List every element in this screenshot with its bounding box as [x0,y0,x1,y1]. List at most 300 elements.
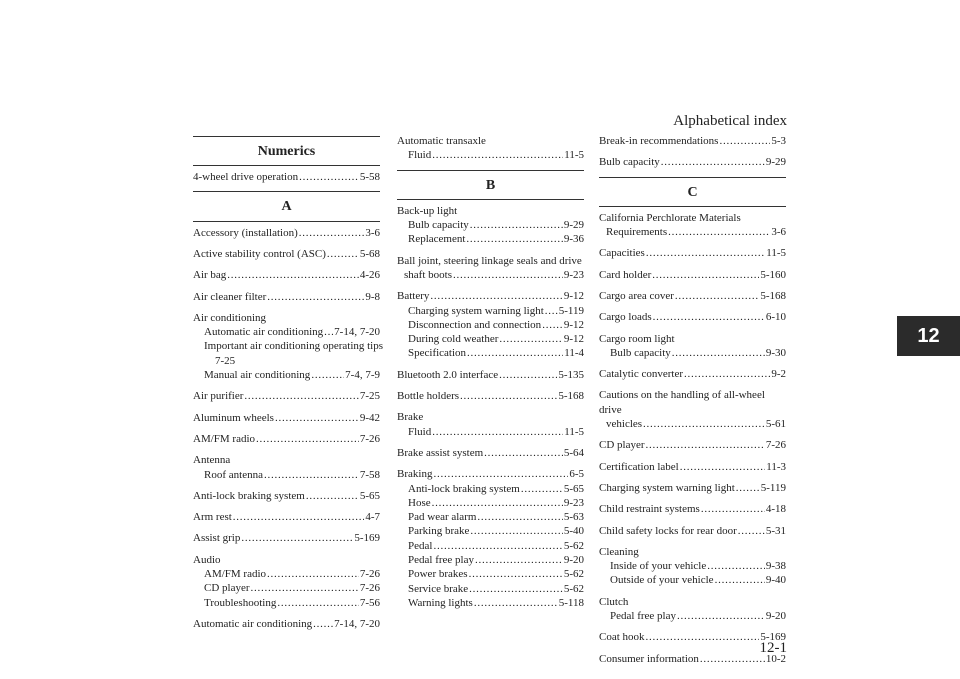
index-line [599,652,786,666]
dot-leader [306,489,359,503]
index-line [193,290,380,304]
dot-leader [499,368,557,382]
index-term: Specification [408,347,467,360]
dot-leader [646,246,765,260]
dot-leader [646,438,765,452]
dot-leader [432,148,563,162]
index-term: Accessory (installation) [193,226,298,239]
page-ref[interactable]: 5-135 [558,368,584,381]
index-line [397,368,584,382]
index-term: Consumer information [599,652,699,665]
index-line [599,609,786,623]
page-ref[interactable]: 5-62 [563,539,584,552]
index-line [599,268,786,282]
index-entry [599,211,786,240]
index-entry [193,268,380,282]
index-line [397,496,584,510]
index-line [599,417,786,431]
index-term: Brake [397,411,424,424]
index-term: Bluetooth 2.0 interface [397,368,499,381]
index-term: Service brake [408,582,469,595]
index-entry [599,289,786,303]
index-line [397,467,584,481]
page-ref[interactable]: 3-6 [365,226,380,239]
index-entry [599,460,786,474]
index-entry [193,411,380,425]
page-ref[interactable]: 9-20 [765,610,786,623]
index-line [193,567,380,581]
index-line [397,346,584,360]
index-line [599,595,786,609]
dot-leader [484,446,563,460]
page-header-title: Alphabetical index [673,113,787,129]
index-entry [599,438,786,452]
page-ref[interactable]: 7-58 [359,468,380,481]
page-ref[interactable]: 9-30 [765,346,786,359]
dot-leader [672,346,765,360]
index-term: Antenna [193,454,231,467]
index-line [193,389,380,403]
page-ref[interactable]: 9-38 [765,560,786,573]
index-entry [193,290,380,304]
dot-leader [469,567,563,581]
page-ref[interactable]: 5-63 [563,511,584,524]
index-term: Power brakes [408,568,468,581]
index-line [193,468,380,482]
index-term: Disconnection and connection [408,318,542,331]
index-line [397,510,584,524]
dot-leader [256,432,359,446]
page-ref[interactable]: 5-40 [563,525,584,538]
page-ref[interactable]: 11-5 [564,149,584,162]
page-ref[interactable]: 11-4 [564,347,584,360]
dot-leader [267,567,359,581]
index-line [397,148,584,162]
page-ref[interactable]: 5-119 [760,481,786,494]
index-term: Air cleaner filter [193,290,267,303]
dot-leader [499,332,562,346]
page-ref[interactable]: 9-20 [563,554,584,567]
dot-leader [668,225,770,239]
dot-leader [661,155,765,169]
index-line [599,155,786,169]
section-heading: C [599,177,786,207]
index-term: Battery [397,290,430,303]
index-entry [193,553,380,610]
index-term: Manual air conditioning [204,369,311,382]
index-term: Active stability control (ASC) [193,247,326,260]
dot-leader [646,630,760,644]
index-line [397,582,584,596]
index-term: Pedal free play [408,554,474,567]
index-term: Air conditioning [193,311,267,324]
dot-leader [275,411,359,425]
dot-leader [680,460,766,474]
index-term: Bulb capacity [599,156,660,169]
dot-leader [469,582,563,596]
page-ref[interactable]: 9-2 [771,368,786,381]
index-term: Braking [397,468,433,481]
index-term: Automatic air conditioning [193,617,313,630]
dot-leader [677,609,765,623]
index-line [397,232,584,246]
page-ref[interactable]: 4-26 [359,269,380,282]
index-line [599,134,786,148]
index-term: Anti-lock braking system [193,489,305,502]
index-term: AM/FM radio [204,568,267,581]
page-ref[interactable]: 7-4, 7-9 [345,369,380,382]
dot-leader [715,573,765,587]
index-entry [599,545,786,588]
page-ref[interactable]: 7-26 [359,432,380,445]
index-term: Air bag [193,269,227,282]
index-term: Cautions on the handling of all-wheel drive [599,389,765,416]
page-ref[interactable]: 5-58 [359,171,380,184]
index-entry [599,268,786,282]
page-ref[interactable]: 7-56 [359,596,380,609]
page-ref[interactable]: 5-68 [359,247,380,260]
index-entry [599,524,786,538]
index-term: 4-wheel drive operation [193,171,299,184]
page-ref[interactable]: 10-2 [765,652,786,665]
dot-leader [327,247,359,261]
index-line [397,218,584,232]
page-ref[interactable]: 5-119 [558,304,584,317]
page-ref[interactable]: 3-6 [771,226,786,239]
index-entry [193,389,380,403]
index-term: Assist grip [193,532,241,545]
page-ref[interactable]: 5-168 [558,390,584,403]
index-line [397,204,584,218]
dot-leader [313,617,333,631]
dot-leader [264,468,359,482]
index-line [397,389,584,403]
page-ref[interactable]: 5-65 [359,489,380,502]
dot-leader [233,510,365,524]
index-term: Troubleshooting [204,596,277,609]
page-ref[interactable]: 5-64 [563,446,584,459]
section-heading: B [397,170,584,200]
chapter-tab[interactable]: 12 [897,316,960,356]
dot-leader [460,389,557,403]
page-ref[interactable]: 11-5 [564,425,584,438]
index-entry [599,367,786,381]
index-term: Parking brake [408,525,470,538]
dot-leader [433,539,562,553]
index-entry [599,630,786,644]
dot-leader [477,510,562,524]
page-ref[interactable]: 5-3 [771,135,786,147]
page-ref[interactable]: 9-29 [765,156,786,169]
index-term: Outside of your vehicle [610,574,714,587]
section-heading: A [193,191,380,221]
dot-leader [707,559,765,573]
index-term: CD player [204,582,250,595]
dot-leader [267,290,364,304]
index-entry [599,481,786,495]
index-term: Catalytic converter [599,368,683,381]
dot-leader [430,289,562,303]
index-term: shaft boots [404,268,452,281]
index-term: California Perchlorate Materials [599,211,741,224]
index-line [193,617,380,631]
index-entry [193,432,380,446]
page-ref[interactable]: 9-12 [563,290,584,303]
index-entry [397,368,584,382]
dot-leader [652,268,759,282]
index-term: Pedal [408,539,433,552]
dot-leader [227,268,359,282]
index-line [193,339,384,353]
index-term: Break-in recommendations [599,135,719,147]
page-ref[interactable]: 5-62 [563,568,584,581]
index-entry [397,254,584,283]
index-line [193,531,380,545]
index-term: Brake assist system [397,446,484,459]
index-line [397,425,584,439]
index-entry [599,595,786,624]
index-line [599,438,786,452]
index-page-continuation[interactable]: 7-25 [215,354,236,367]
page-ref[interactable]: 5-169 [760,631,786,644]
index-term: Fluid [408,149,432,162]
index-line [193,453,380,467]
page-ref[interactable]: 6-5 [569,468,584,481]
index-line [599,310,786,324]
index-term: Inside of your vehicle [610,560,707,573]
index-entry [193,247,380,261]
page-ref[interactable]: 7-14, 7-20 [334,326,380,339]
page-ref[interactable]: 5-169 [354,532,380,545]
index-term: Cargo area cover [599,289,674,302]
dot-leader [738,524,765,538]
dot-leader [432,496,563,510]
page-ref[interactable]: 5-118 [558,596,584,609]
dot-leader [433,467,568,481]
index-line [397,332,584,346]
index-line [397,524,584,538]
index-term: Replacement [408,233,466,246]
index-line [397,553,584,567]
index-line [397,446,584,460]
index-line [193,247,380,261]
index-line [193,581,380,595]
index-line [599,502,786,516]
index-term: Air purifier [193,390,244,403]
index-line [599,246,786,260]
index-column-1 [193,134,384,638]
page-ref[interactable]: 9-8 [365,290,380,303]
dot-leader [474,596,558,610]
dot-leader [432,425,563,439]
index-term: Automatic transaxle [397,135,486,147]
index-term: Automatic air conditioning [204,326,324,339]
index-term: Charging system warning light [599,481,735,494]
index-entry [193,226,380,240]
dot-leader [453,268,563,282]
index-line [397,567,584,581]
page-ref[interactable]: 5-62 [563,582,584,595]
page-ref[interactable]: 11-3 [766,460,786,473]
index-line [397,134,584,148]
index-line [599,573,786,587]
index-line [193,170,380,184]
index-line [599,524,786,538]
index-term: Arm rest [193,511,232,524]
page-ref[interactable]: 9-42 [359,411,380,424]
index-line [193,553,380,567]
index-entry [599,155,786,169]
dot-leader [241,531,353,545]
index-term: During cold weather [408,333,499,346]
index-entry [599,652,786,666]
index-term: Cleaning [599,545,639,558]
index-line [599,630,786,644]
index-term: Requirements [606,226,668,239]
dot-leader [299,226,365,240]
index-entry [599,332,786,361]
index-entry [193,489,380,503]
page-ref[interactable]: 7-14, 7-20 [334,617,380,630]
index-line [397,539,584,553]
dot-leader [475,553,563,567]
page-ref[interactable]: 7-26 [359,582,380,595]
index-line [599,225,786,239]
index-line [397,410,584,424]
index-entry [397,134,584,163]
dot-leader [700,652,765,666]
index-line [397,482,584,496]
index-term: Bottle holders [397,390,460,403]
index-column-3 [599,134,786,673]
index-entry [397,289,584,360]
index-entry [599,310,786,324]
index-line [193,510,380,524]
index-term: Back-up light [397,204,458,217]
index-entry [397,389,584,403]
dot-leader [251,581,359,595]
index-term: Card holder [599,268,652,281]
page-ref[interactable]: 7-26 [359,568,380,581]
dot-leader [684,367,770,381]
dot-leader [653,310,765,324]
page-ref[interactable]: 5-160 [760,268,786,281]
index-entry [193,531,380,545]
index-term: Cargo room light [599,332,675,345]
index-term: Child safety locks for rear door [599,524,737,537]
index-term: Charging system warning light [408,304,544,317]
dot-leader [521,482,563,496]
index-term: CD player [599,439,645,452]
index-line [193,268,380,282]
page-ref[interactable]: 7-26 [765,439,786,452]
index-entry [599,134,786,148]
index-line [599,367,786,381]
index-term: Clutch [599,595,629,608]
index-line [397,596,584,610]
index-term: Hose [408,496,431,509]
index-line [397,304,584,318]
index-term: Anti-lock braking system [408,482,520,495]
index-line [599,346,786,360]
index-line [599,559,786,573]
page-ref[interactable]: 9-23 [563,268,584,281]
page-ref[interactable]: 5-65 [563,482,584,495]
index-line [599,332,786,346]
index-term: AM/FM radio [193,432,256,445]
index-line [193,432,380,446]
index-term: Ball joint, steering linkage seals and drive [397,254,582,267]
index-line [193,368,380,382]
dot-leader [466,232,562,246]
index-term: Audio [193,553,221,566]
index-term: Cargo loads [599,311,652,324]
page-ref[interactable]: 7-25 [359,390,380,403]
dot-leader [675,289,759,303]
index-entry [193,170,380,184]
index-term: Capacities [599,247,645,260]
index-column-2 [397,134,584,617]
dot-leader [701,502,765,516]
dot-leader [736,481,760,495]
dot-leader [719,134,770,148]
dot-leader [244,389,358,403]
index-entry [397,446,584,460]
dot-leader [542,318,563,332]
index-line [193,311,380,325]
dot-leader [277,596,359,610]
page-ref[interactable]: 9-12 [563,333,584,346]
page-ref[interactable]: 11-5 [766,247,786,260]
dot-leader [643,417,765,431]
index-term: Coat hook [599,631,645,644]
index-line [599,545,786,559]
index-entry [397,467,584,610]
index-term: Pad wear alarm [408,511,477,524]
index-term: Fluid [408,425,432,438]
index-line [193,411,380,425]
page-ref[interactable]: 9-40 [765,574,786,587]
index-entry [397,204,584,247]
page-ref[interactable]: 5-31 [765,524,786,537]
index-line [599,460,786,474]
index-term: Pedal free play [610,610,676,623]
page-ref[interactable]: 5-168 [760,289,786,302]
page-ref[interactable]: 6-10 [765,311,786,324]
page-ref[interactable]: 5-61 [765,418,786,431]
index-entry [599,388,786,431]
dot-leader [324,325,333,339]
dot-leader [470,218,563,232]
page-ref[interactable]: 9-36 [563,233,584,246]
index-line [193,596,380,610]
dot-leader [467,346,563,360]
page-ref[interactable]: 4-18 [765,503,786,516]
index-term: Child restraint systems [599,503,700,516]
index-term: Bulb capacity [610,346,671,359]
page-ref[interactable]: 9-23 [563,496,584,509]
index-line [397,318,584,332]
index-term: Warning lights [408,596,473,609]
page-ref[interactable]: 4-7 [365,511,380,524]
index-term: Aluminum wheels [193,411,274,424]
index-line [397,268,584,282]
page-ref[interactable]: 9-12 [563,318,584,331]
index-term: Certification label [599,460,679,473]
index-line [599,289,786,303]
page-ref[interactable]: 9-29 [563,219,584,232]
page-number: 12-1 [759,640,787,656]
